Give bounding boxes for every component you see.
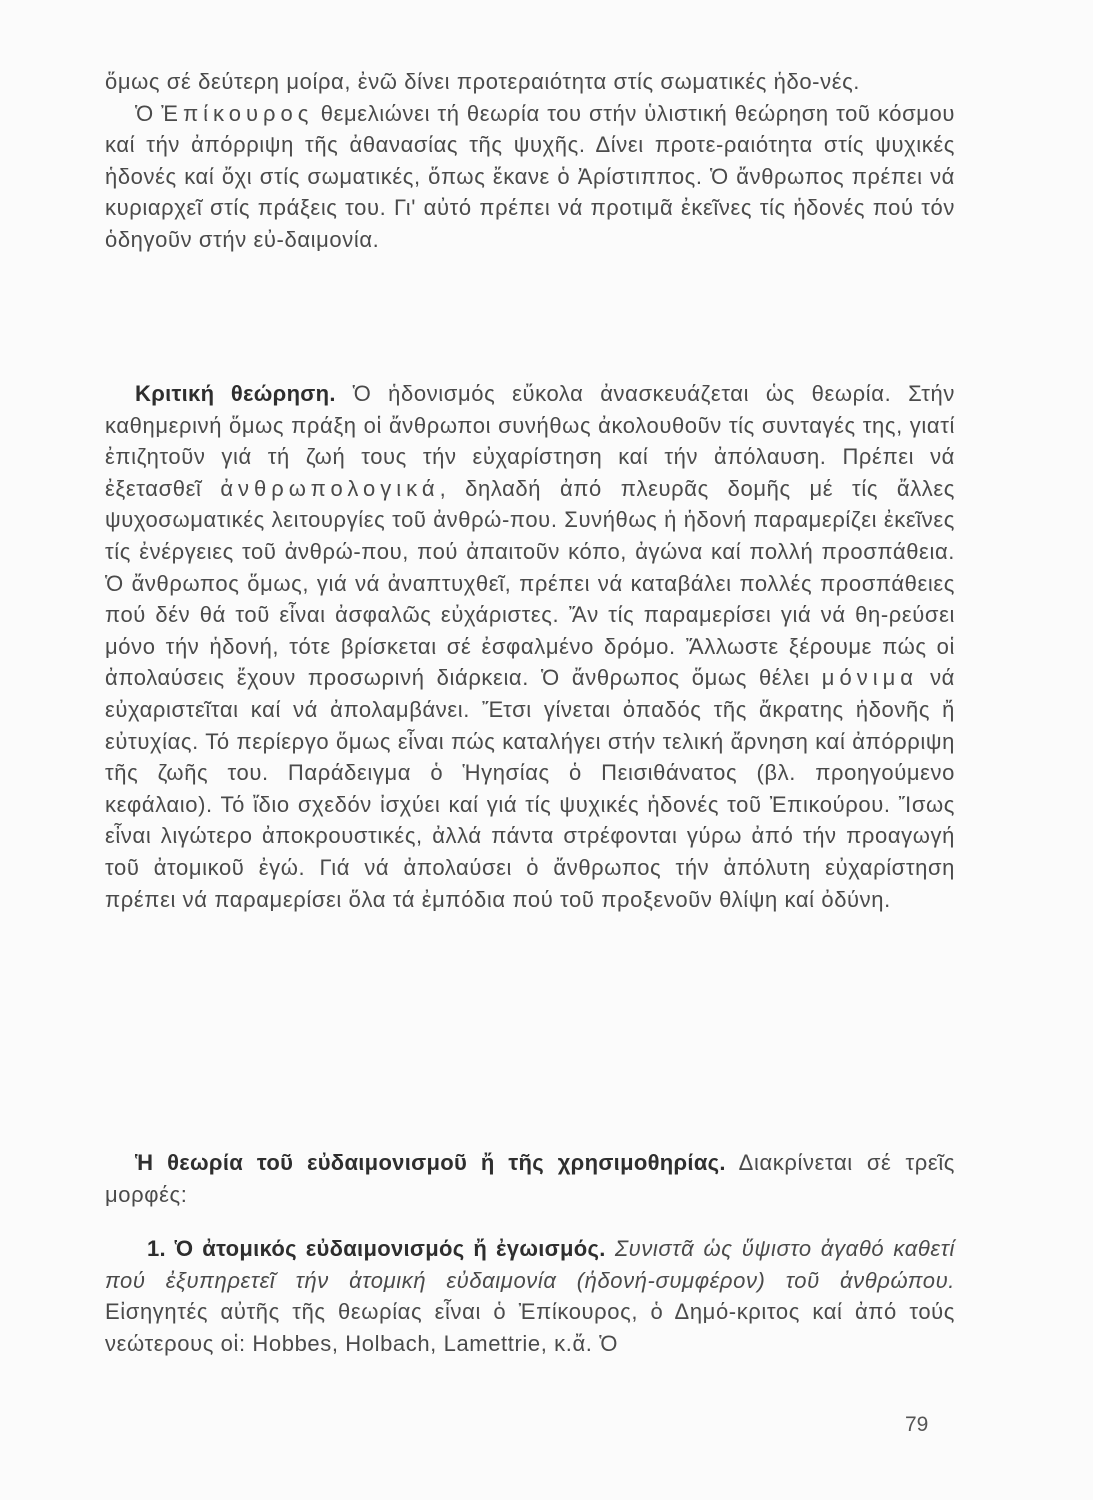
- item-1-paragraph: [105, 1233, 955, 1359]
- eudaimonism-paragraph: [105, 1147, 955, 1210]
- critique-text-2: , δηλαδή ἀπό πλευρᾶς δομῆς μέ τίς ἄλλες ψυχοσωματικές λειτουργίες τοῦ ἀνθρώ-που. Συνήθως ἡ ἡδονή παραμερίζει ἐκεῖνες τίς ἐνέργειες τοῦ ἀνθρώ-που, πού ἀπαιτοῦν κόπο, ἀγώνα καί πολλή προσπάθεια. Ὁ ἄνθρωπος ὅμως, γιά νά ἀναπτυχθεῖ, πρέπει νά καταβάλει πολλές προσπάθειες πού δέν θά τοῦ εἶναι ἀσφαλῶς εὐχάριστες. Ἄν τίς παραμερίσει γιά νά θη-ρεύσει μόνο τήν ἡδονή, τότε βρίσκεται σέ ἐσφαλμένο δρόμο. Ἄλλωστε ξέρουμε πώς οἱ ἀπολαύσεις ἔχουν προσωρινή διάρκεια. Ὁ ἄνθρωπος ὅμως θέλει: [105, 475, 955, 691]
- critique-heading: Κριτική θεώρηση.: [135, 381, 336, 406]
- critique-spaced-word-1: ἀνθρωπολογικά: [220, 475, 440, 501]
- critique-text-1: Ὁ ἡδονισμός εὔκολα ἀνασκευάζεται ὡς θεωρία. Στήν καθημερινή ὅμως πράξη οἱ ἄνθρωποι συνήθως ἀκολουθοῦν τίς συνταγές της, γιατί ἐπιζητοῦν γιά τή ζωή τους τήν εὐχαρίστηση καί τήν ἀπόλαυση. Πρέπει νά ἐξετασθεῖ: [105, 381, 955, 501]
- critique-spaced-word-2: μόνιμα: [821, 665, 918, 691]
- epicurus-prefix: Ὁ: [135, 100, 162, 126]
- item-1-number: 1.: [147, 1236, 175, 1261]
- epicurus-name: Ἐπίκουρος: [161, 100, 314, 126]
- epicurus-paragraph: [105, 98, 955, 256]
- item-1-italic-text: Συνιστᾶ ὡς ὕψιστο ἀγαθό καθετί πού ἐξυπηρετεῖ τήν ἀτομική εὐδαιμονία (ἡδονή-συμφέρον) τοῦ ἀνθρώπου.: [105, 1236, 955, 1293]
- epicurus-section: [105, 66, 955, 256]
- critique-paragraph: [105, 378, 955, 915]
- continuation-paragraph: ὅμως σέ δεύτερη μοίρα, ἐνῶ δίνει προτεραιότητα στίς σωματικές ἡδο-νές.: [105, 69, 861, 94]
- eudaimonism-heading: Ἡ θεωρία τοῦ εὐδαιμονισμοῦ ἤ τῆς χρησιμοθηρίας.: [135, 1150, 726, 1175]
- critique-text-3: νά εὐχαριστεῖται καί νά ἀπολαμβάνει. Ἔτσι γίνεται ὀπαδός τῆς ἄκρατης ἡδονῆς ἤ εὐτυχίας. Τό περίεργο ὅμως εἶναι πώς καταλήγει στήν τελική ἄρνηση καί ἀπόρριψη τῆς ζωῆς του. Παράδειγμα ὁ Ἡγησίας ὁ Πεισιθάνατος (βλ. προηγούμενο κεφάλαιο). Τό ἴδιο σχεδόν ἰσχύει καί γιά τίς ψυχικές ἡδονές τοῦ Ἐπικούρου. Ἴσως εἶναι λιγώτερο ἀποκρουστικές, ἀλλά πάντα στρέφονται γύρω ἀπό τήν προαγωγή τοῦ ἀτομικοῦ ἐγώ. Γιά νά ἀπολαύσει ὁ ἄνθρωπος τήν ἀπόλυτη εὐχαρίστηση πρέπει νά παραμερίσει ὅλα τά ἐμπόδια πού τοῦ προξενοῦν θλίψη καί ὀδύνη.: [105, 665, 955, 912]
- epicurus-text: θεμελιώνει τή θεωρία του στήν ὑλιστική θεώρηση τοῦ κόσμου καί τήν ἀπόρριψη τῆς ἀθανασίας τῆς ψυχῆς. Δίνει προτε-ραιότητα στίς ψυχικές ἡδονές καί ὄχι στίς σωματικές, ὅπως ἔκανε ὁ Ἀρίστιππος. Ὁ ἄνθρωπος πρέπει νά κυριαρχεῖ στίς πράξεις του. Γι' αὐτό πρέπει νά προτιμᾶ ἐκεῖνες τίς ἡδονές πού τόν ὁδηγοῦν στήν εὐ-δαιμονία.: [105, 100, 955, 252]
- item-1-heading: Ὁ ἀτομικός εὐδαιμονισμός ἤ ἐγωισμός.: [174, 1236, 606, 1261]
- item-1-text: Εἰσηγητές αὐτῆς τῆς θεωρίας εἶναι ὁ Ἐπίκουρος, ὁ Δημό-κριτος καί ἀπό τούς νεώτερους οἱ: Hobbes, Holbach, Lamettrie, κ.ἄ. Ὁ: [105, 1299, 955, 1356]
- eudaimonism-text: Διακρίνεται σέ τρεῖς μορφές:: [105, 1150, 956, 1207]
- page-number: 79: [905, 1413, 929, 1436]
